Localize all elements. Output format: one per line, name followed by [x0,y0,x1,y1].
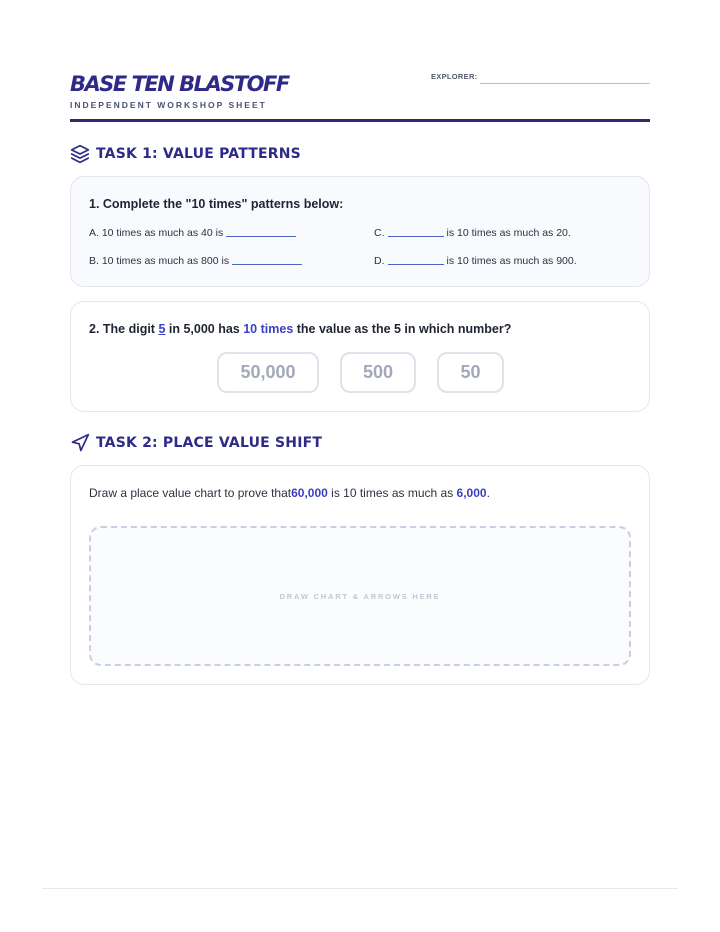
pattern-a-text: A. 10 times as much as 40 is [89,227,224,239]
worksheet-header [70,70,650,122]
pattern-c [374,227,571,239]
pattern-c-answer-blank[interactable] [388,236,444,237]
pattern-b-answer-blank[interactable] [232,264,302,265]
task2-title: TASK 2: PLACE VALUE SHIFT [96,435,323,451]
task-2-value1: 60,000 [291,486,328,500]
pattern-b-text: B. 10 times as much as 800 is [89,255,230,267]
explorer-name-field[interactable] [480,83,650,84]
question-1-card [70,176,650,287]
pattern-b [89,255,305,267]
pattern-a [89,227,299,239]
pattern-a-answer-blank[interactable] [226,236,296,237]
pattern-d-prefix: D. [374,255,385,267]
choice-50000[interactable]: 50,000 [217,352,319,393]
task1-title: TASK 1: VALUE PATTERNS [96,146,301,162]
question-2-digit: 5 [158,322,166,336]
question-2-part3: the value as the 5 in which number? [293,322,512,336]
task-2-prompt-part1: Draw a place value chart to prove that [89,486,292,500]
task-2-prompt-part3: . [486,486,490,500]
task-2-prompt [89,486,490,500]
task-2-value2: 6,000 [456,486,487,500]
question-1-title: 1. Complete the "10 times" patterns below: [89,197,344,211]
pattern-d [374,255,577,267]
worksheet-subtitle: INDEPENDENT WORKSHOP SHEET [70,100,267,110]
task-2-card [70,465,650,685]
footer-divider [42,888,678,889]
drawing-area[interactable] [89,526,631,666]
question-2-part1: 2. The digit [89,322,159,336]
drawing-area-placeholder: DRAW CHART & ARROWS HERE [279,591,441,601]
pattern-d-suffix: is 10 times as much as 900. [446,255,577,267]
header-rule [70,119,650,122]
question-2-highlight: 10 times [243,322,294,336]
pattern-d-answer-blank[interactable] [388,264,444,265]
pattern-c-prefix: C. [374,227,385,239]
choice-50[interactable]: 50 [437,352,504,393]
layers-icon [70,144,90,164]
pattern-c-suffix: is 10 times as much as 20. [446,227,571,239]
worksheet-title: BASE TEN BLASTOFF [70,72,289,96]
task1-heading [70,144,301,164]
choice-500[interactable]: 500 [340,352,416,393]
explorer-label: EXPLORER: [431,72,478,81]
send-icon [70,433,90,453]
question-2-card [70,301,650,412]
task2-heading [70,433,322,453]
question-2-part2: in 5,000 has [165,322,244,336]
question-2-title [89,322,511,336]
task-2-prompt-part2: is 10 times as much as [327,486,457,500]
